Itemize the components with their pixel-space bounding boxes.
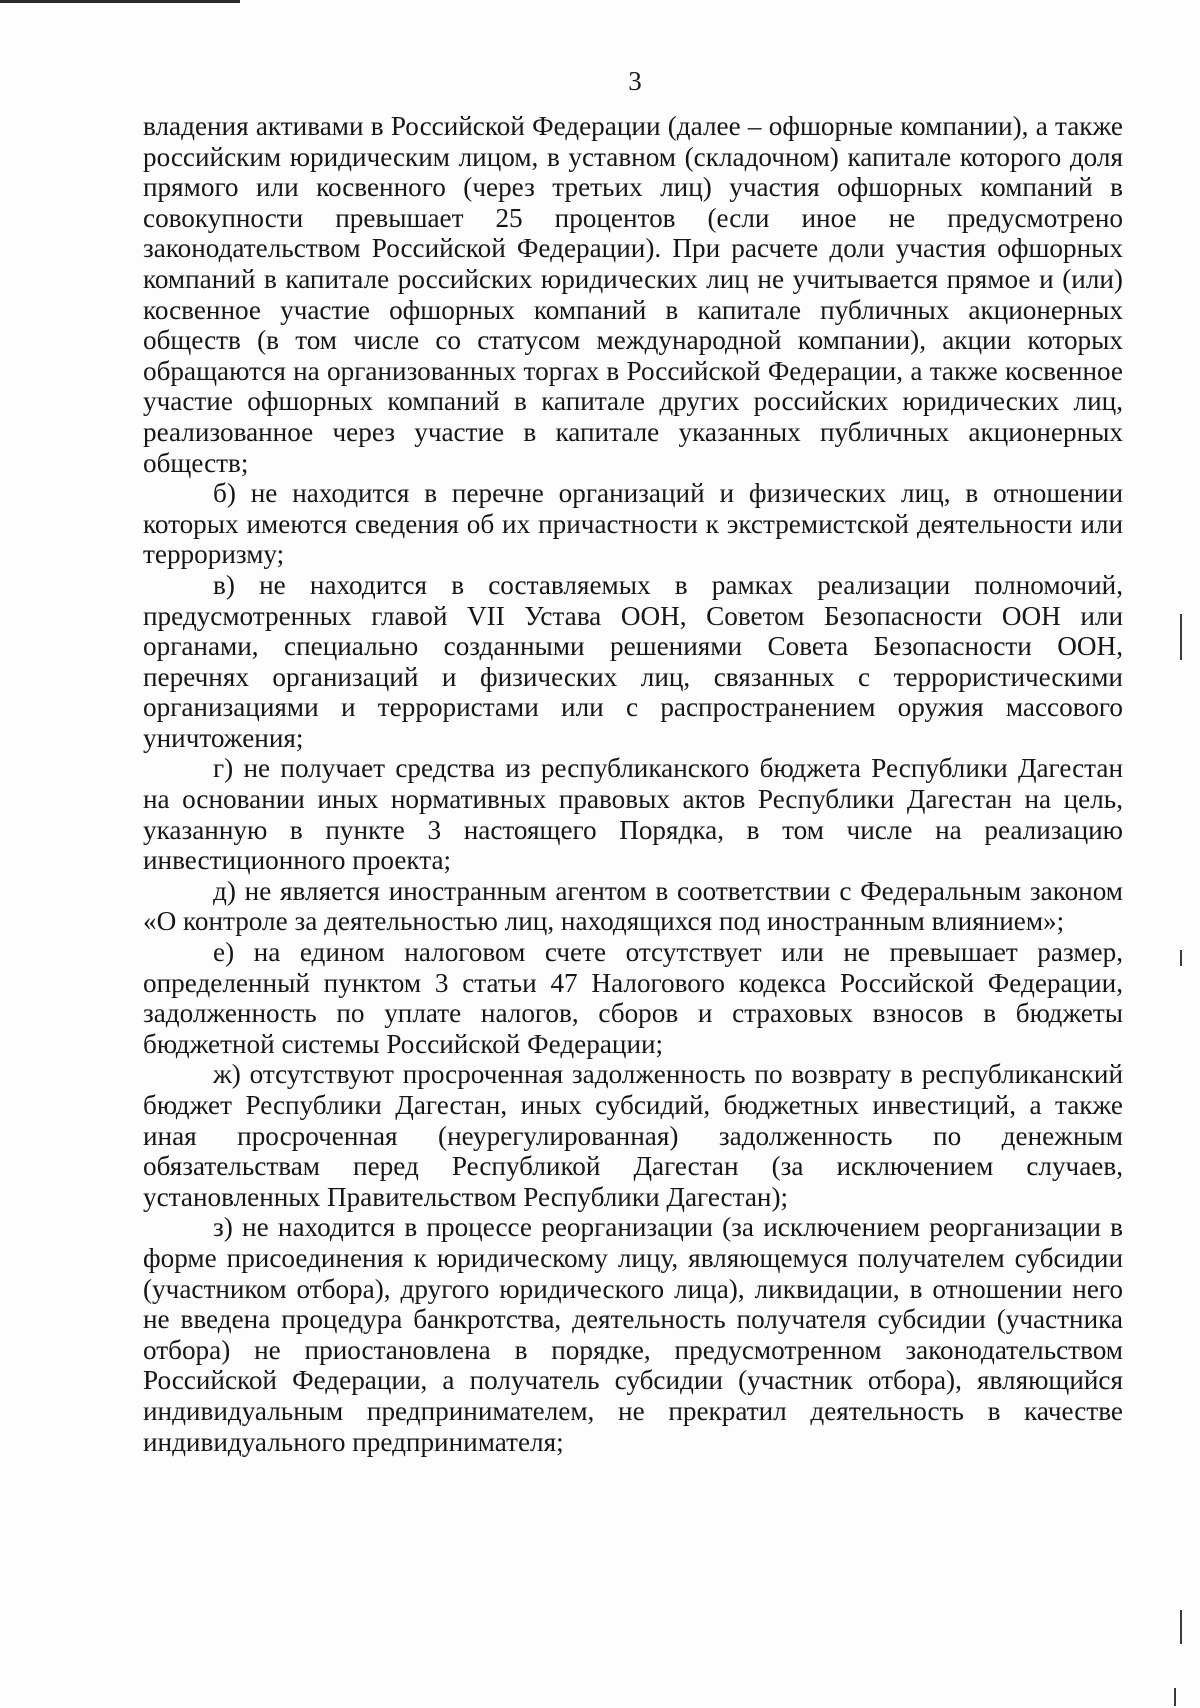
scan-mark-3 <box>1180 1610 1182 1644</box>
scan-mark-4 <box>1174 1688 1176 1706</box>
paragraph-item-b: б) не находится в перечне организаций и физических лиц, в отношении которых имеются сведения об их причастности к экстремистской деятельности или терроризму; <box>143 478 1123 570</box>
paragraph-item-z: з) не находится в процессе реорганизации (за исключением реорганизации в форме присоединения к юридическому лицу, являющемуся получателем субсидии (участником отбора), другого юридического лица), ликвидации, в отношении него не введена процедура банкротства, деятельность получателя субсидии (участника отбора) не приостановлена в порядке, предусмотренном законодательством Российской Федерации, а получатель субсидии (участник отбора), являющийся индивидуальным предпринимателем, не прекратил деятельность в качестве индивидуального предпринимателя; <box>143 1212 1123 1457</box>
top-edge-rule <box>0 0 240 3</box>
paragraph-continuation: владения активами в Российской Федерации (далее – офшорные компании), а также российским юридическим лицом, в уставном (складочном) капитале которого доля прямого или косвенного (через третьих лиц) участия офшорных компаний в совокупности превышает 25 процентов (если иное не предусмотрено законодательством Российской Федерации). При расчете доли участия офшорных компаний в капитале российских юридических лиц не учитывается прямое и (или) косвенное участие офшорных компаний в капитале публичных акционерных обществ (в том числе со статусом международной компании), акции которых обращаются на организованных торгах в Российской Федерации, а также косвенное участие офшорных компаний в капитале других российских юридических лиц, реализованное через участие в капитале указанных публичных акционерных обществ; <box>143 111 1123 478</box>
paragraph-item-e: е) на едином налоговом счете отсутствует или не превышает размер, определенный пунктом 3 статьи 47 Налогового кодекса Российской Федерации, задолженность по уплате налогов, сборов и страховых взносов в бюджеты бюджетной системы Российской Федерации; <box>143 937 1123 1059</box>
paragraph-item-g: г) не получает средства из республиканского бюджета Республики Дагестан на основании иных нормативных правовых актов Республики Дагестан на цель, указанную в пункте 3 настоящего Порядка, в том числе на реализацию инвестиционного проекта; <box>143 753 1123 876</box>
scan-mark-2 <box>1180 950 1182 966</box>
document-body <box>143 111 1123 1457</box>
paragraph-item-zh: ж) отсутствуют просроченная задолженность по возврату в республиканский бюджет Республики Дагестан, иных субсидий, бюджетных инвестиций, а также иная просроченная (неурегулированная) задолженность по денежным обязательствам перед Республикой Дагестан (за исключением случаев, установленных Правительством Республики Дагестан); <box>143 1059 1123 1212</box>
page-number: 3 <box>628 66 642 96</box>
paragraph-item-d: д) не является иностранным агентом в соответствии с Федеральным законом «О контроле за деятельностью лиц, находящихся под иностранным влиянием»; <box>143 875 1123 937</box>
scan-mark-1 <box>1180 614 1182 660</box>
paragraph-item-v: в) не находится в составляемых в рамках реализации полномочий, предусмотренных главой VII Устава ООН, Советом Безопасности ООН или органами, специально созданными решениями Совета Безопасности ООН, перечнях организаций и физических лиц, связанных с террористическими организациями и террористами или с распространением оружия массового уничтожения; <box>143 569 1123 753</box>
